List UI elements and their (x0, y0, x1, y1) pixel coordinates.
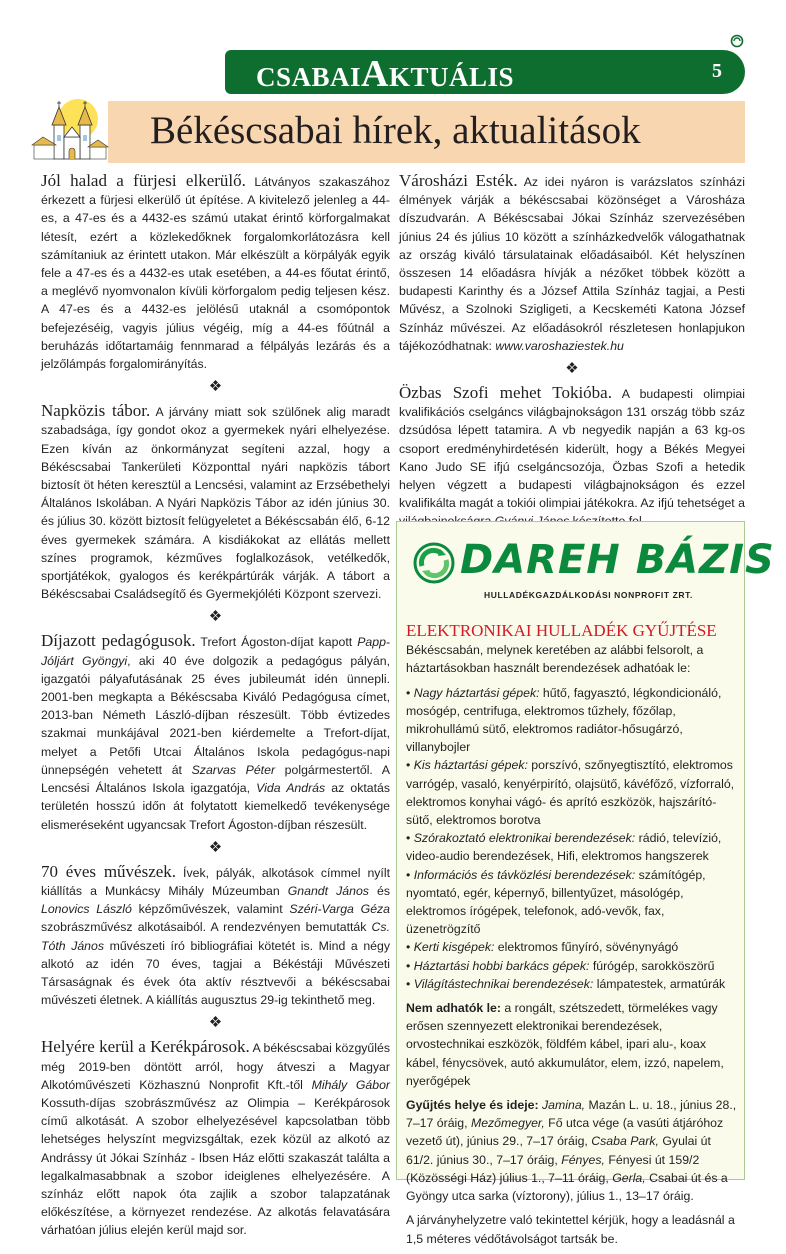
ad-item-label: Kerti kisgépek: (413, 940, 495, 955)
collection-place: Mezőmegyer, (470, 1116, 545, 1131)
article-body: A járvány miatt sok szülőnek alig maradt szabadsága, így gondot okoz a gyermekek nyári elhelyezése. Ezen kíván az önkormányzat segíteni azzal, hogy a Békéscsabai Tankerületi Központtal nyári napközis tábort biztosít öt héten keresztül a Lencsési, valamint az Erzsébethelyi Általános Iskolában. A Nyári Napközis Tábor az idén június 30. és július 30. között biztosít felügyeletet a Békéscsabán élő, 6-12 éves gyermekek számára. A kisdiákokat az ellátás mellett színes programok, kézműves foglalkozások, vetélkedők, sportjátékok, gyalogos és kerékpártúrák várják. A tábort a Békéscsabai Családsegítő és Gyermekjóléti Központ szervezi. (41, 405, 390, 602)
ad-list-item: • Információs és távközlési berendezések: számítógép, nyomtató, egér, képernyő, billentyűzet, másológép, elektromos írógépek, telefonok, adó-vevők, fax, üzenetrögzítő (406, 867, 706, 937)
ad-list-item: • Világítástechnikai berendezések: lámpatestek, armatúrák (406, 976, 726, 991)
ad-heading: ELEKTRONIKAI HULLADÉK GYŰJTÉSE (406, 621, 717, 640)
article-body: , aki 40 éve dolgozik a pedagógus pályán, igazgatói pályafutásának 25 éves jubileumát idén ünnepli. 2001-ben megkapta a Békéscsaba Kiváló Pedagógusa címet, 2013-ban Németh László-díjban részesült. Több évtizedes szakmai munkájával 2021-ben kiérdemelte a Trefort-díjat, melyet a Petőfi Utcai Általános Iskola pedagógus-napi ünnepségén vehetett át (41, 653, 390, 777)
collection-place: Fényes, (561, 1152, 605, 1167)
website-link[interactable]: www.varoshaziestek.hu (495, 338, 624, 353)
article-kerekparosok (41, 1038, 390, 1239)
ad-item-text: lámpatestek, armatúrák (593, 976, 726, 991)
ad-item-text: hűtő, fagyasztó, légkondicionáló, mosógép, centrifuga, elektromos tűzhely, főzőlap, mikrohullámú sütő, elektromos radiátor-hősugárzó, villanybojler (406, 685, 722, 755)
article-body: és (368, 883, 390, 898)
separator-ornament: ❖ (208, 608, 223, 626)
ad-not-accepted-text: a rongált, szétszedett, törmelékes vagy erősen szennyezett elektronikai berendezések, orvostechnikai eszközök, földfém kábel, ipari alu-, koax kábel, fénycsövek, autó akkumulátor, elem, izzó, napelem, nyerőgépek (406, 1001, 724, 1088)
article-body: Látványos szakaszához érkezett a fürjesi elkerülő út építése. A kivitelező jelenleg a 44-es, a 47-es és a 4432-es számú utakat érintő körforgalmakat létesít, ezért a közlekedőknek forgalomkorlátozásra kell számítaniuk az érintett utakon. Már elkészült a körpályák egyik fele a 47-es és a 4432-es utak esetében, a 44-es főutat érintő, a meglévő nyomvonalon kívüli körforgalom pedig teljesen kész. A 47-es és a 4432-es jelölésű utaknál a csomópontok befejezéséig, vagyis július végéig, míg a 44-es főútnál a beruházás időtartamáig fennmarad a félpályás lezárás és a jelzőlámpás forgalomirányítás. (41, 175, 391, 372)
article-body: A budapesti olimpiai kvalifikációs cselgáncs világbajnokságon 131 ország több száz dzsúdósa lépett tatamira. A vb negyedik napján a 63 kg-os csoport eredményhirdetésén kiderült, hogy a Békés Megyei Kano Judo SE ifjú cselgáncsozója, Özbas Szofi a hetedik helyen végzett a budapesti világbajnokságon és ezzel kvalifikálta magát a tokiói olimpiai játékokra. Az ifjú tehetséget a (399, 387, 745, 511)
article-headline: Városházi Esték. (399, 171, 518, 190)
ad-list-item: • Kis háztartási gépek: porszívó, szőnyegtisztító, elektromos varrógép, vasaló, kenyérpirító, olajsütő, kávéfőző, vízforraló, elektromos konyhai vágó- és aprító eszközök, hajszárító-sütő, elektromos borotva (406, 758, 735, 828)
ad-collection-label: Gyűjtés helye és ideje: (406, 1098, 539, 1113)
person-name: Széri-Varga Géza (289, 902, 391, 917)
ad-brand-name: DAREH BÁZIS (460, 537, 775, 583)
ad-item-text: fúrógép, sarokköszörű (589, 958, 715, 973)
ad-brand-subtitle: HULLADÉKGAZDÁLKODÁSI NONPROFIT ZRT. (484, 590, 693, 600)
ad-item-label: Információs és távközlési berendezések: (413, 867, 636, 882)
ad-item-text: számítógép, nyomtató, egér, képernyő, billentyűzet, másológép, elektromos írógépek, telefonok, adó-vevők, fax, üzenetrögzítő (406, 867, 706, 937)
article-headline: Özbas Szofi mehet Tokióba. (399, 383, 612, 403)
article-body: Trefort Ágoston-díjat kapott (200, 635, 358, 650)
magazine-title: CSABAIAKTUÁLIS (256, 53, 515, 95)
separator-ornament: ❖ (565, 360, 579, 378)
article-body: Kossuth-díjas szobrászművész az Olimpia – Kerékpárosok című alkotását. A szobor elhelyezésével kapcsolatban több lehetséges helyszínt megvizsgáltak, ezek közül az alkotó az Andrássy út Jókai Színház - Ibsen Ház előtti szakaszát találta a legalkalmasabbnak a szobor ideiglenes elhelyezésére. A színház előtt napok óta zajlik a szobor talapzatának előkészítése, a környezet rendezése. Az alkotás felavatására várhatóan július elején kerül majd sor. (41, 1095, 390, 1238)
article-body: az oktatás területén hosszú időn át folytatott kiemelkedő tevékenysége elismeréseként ugyancsak Trefort Ágoston-díjban részesült. (41, 781, 391, 832)
ad-collection-text: Gyulai út 61/2. június 30., 7–17 óráig, (406, 1134, 711, 1167)
article-body: képzőművészek, valamint (131, 902, 290, 917)
collection-place: Jamina, (542, 1098, 586, 1113)
left-column (41, 172, 390, 1240)
section-title: Békéscsabai hírek, aktualitások (150, 109, 641, 152)
article-furjesi (41, 172, 390, 373)
article-muveszek (41, 863, 390, 1010)
ad-item-text: rádió, televízió, video-audio berendezések, Hifi, elektromos hangszerek (406, 831, 722, 864)
collection-place: Gerla, (612, 1170, 646, 1185)
ad-item-label: Világítástechnikai berendezések: (413, 976, 594, 991)
ad-list-item: • Nagy háztartási gépek: hűtő, fagyasztó, légkondicionáló, mosógép, centrifuga, elektromos tűzhely, főzőlap, mikrohullámú sütő, elektromos radiátor-hősugárzó, villanybojler (406, 685, 722, 755)
ad-item-label: Háztartási hobbi barkács gépek: (413, 958, 590, 973)
right-column (399, 172, 745, 531)
article-napkozis (41, 402, 390, 603)
ad-item-text: elektromos fűnyíró, sövénynyágó (494, 940, 679, 955)
ad-collection-text: Fő utca vége (a vasúti átjáróhoz vezető út), június 29., 7–17 óráig, (406, 1116, 724, 1149)
ad-item-text: porszívó, szőnyegtisztító, elektromos varrógép, vasaló, kenyérpirító, olajsütő, kávéfőző, vízforraló, elektromos konyhai vágó- és aprító eszközök, hajszárító-sütő, elektromos borotva (406, 758, 735, 828)
church-illustration (30, 95, 110, 165)
article-headline: Napközis tábor. (41, 401, 151, 421)
person-name: Cs. Tóth János (41, 920, 390, 953)
ad-not-accepted (406, 999, 737, 1090)
article-body: polgármestertől. A Lencsési Általános Iskola igazgatója, (41, 762, 390, 796)
article-pedagogusok (41, 632, 390, 833)
ad-not-accepted-label: Nem adhatók le: (406, 1001, 501, 1016)
ad-item-label: Kis háztartási gépek: (413, 758, 528, 773)
person-name: Vida András (256, 781, 326, 796)
ad-collection-text: Fényesi út 159/2 (Közösségi Ház) július 1., 7–11 óráig, (406, 1152, 700, 1185)
person-name: Gnandt János (287, 883, 369, 898)
corner-swirl-icon (730, 34, 744, 48)
separator-ornament: ❖ (208, 838, 223, 856)
ad-list-item: • Kerti kisgépek: elektromos fűnyíró, sövénynyágó (406, 940, 679, 955)
ad-item-label: Nagy háztartási gépek: (413, 685, 540, 700)
ad-list-item: • Szórakoztató elektronikai berendezések: rádió, televízió, video-audio berendezések, Hifi, elektromos hangszerek (406, 831, 722, 864)
person-name: Lonovics László (41, 902, 132, 917)
article-headline: 70 éves művészek. (41, 861, 177, 881)
ad-collection-text: Csabai út és a Gyöngy utca sarka (víztorony), július 1., 13–17 óráig. (406, 1170, 728, 1204)
article-varoshazi-estek (399, 172, 745, 355)
ad-item-list (406, 684, 737, 993)
ad-item-label: Szórakoztató elektronikai berendezések: (413, 831, 636, 846)
ad-collection-info (406, 1096, 737, 1205)
dareh-advertisement (396, 521, 775, 1246)
article-body: Ívek, pályák, alkotások címmel nyílt kiállítás a Munkácsy Mihály Múzeumban (41, 865, 391, 898)
article-ozbas-szofi (399, 384, 745, 531)
person-name: Mihály Gábor (311, 1077, 390, 1092)
separator-ornament: ❖ (208, 1014, 223, 1032)
article-headline: Jól halad a fürjesi elkerülő. (41, 171, 246, 190)
page-number: 5 (712, 60, 722, 82)
article-body: szobrászművész alkotásaiból. A rendezvényen bemutatták (41, 920, 372, 935)
article-body: Az idei nyáron is varázslatos színházi élmények várják a békéscsabai közönséget a Városháza díszudvarán. A Békéscsabai Jókai Színház szervezésében június 24 és július 10 között a színházkedvelők válogathatnak az ország kiváló társulatainak előadásaiból. Két helyszínen összesen 14 előadásra hívják a nézőket többek között a budapesti Karinthy és a József Attila Színház tagjai, a Pesti Művész, a Szolnoki Szigligeti, a Kecskeméti Katona József Színház művészei. Az előadásokról részletesen honlapjukon tájékozódhatnak: (399, 175, 745, 353)
article-headline: Helyére kerül a Kerékpárosok. (41, 1037, 250, 1057)
separator-ornament: ❖ (208, 378, 223, 396)
ad-intro: Békéscsabán, melynek keretében az alábbi felsorolt, a háztartásokban használt berendezések adhatóak le: (406, 643, 704, 676)
article-headline: Díjazott pedagógusok. (41, 631, 196, 651)
ad-collection-text: Mazán L. u. 18., június 28., 7–17 óráig, (406, 1098, 737, 1131)
person-name: Szarvas Péter (191, 762, 276, 777)
ad-content (406, 622, 737, 1254)
collection-place: Csaba Park, (591, 1134, 659, 1149)
recycle-logo-icon (413, 542, 455, 584)
person-name: Papp-Jóljárt Gyöngyi (41, 635, 391, 668)
article-body: A békéscsabai közgyűlés még 2019-ben döntött arról, hogy átveszi a Magyar Alkotóművészeti Közhasznú Nonprofit Kft.-től (41, 1041, 390, 1092)
article-body: művészeti író bibliográfiai kötetét is. Mind a négy alkotó az idén 70 éves, tagjai a Békéstáji Művészeti Társaságnak és évek óta aktív résztvevői a békéscsabai művészeti életnek. A kiállítás augusztus 29-ig tekinthető meg. (41, 938, 390, 1008)
ad-closing-note: A járványhelyzetre való tekintettel kérjük, hogy a leadásnál a 1,5 méteres védőtávolságot tartsák be. (406, 1213, 735, 1246)
ad-list-item: • Háztartási hobbi barkács gépek: fúrógép, sarokköszörű (406, 958, 715, 973)
